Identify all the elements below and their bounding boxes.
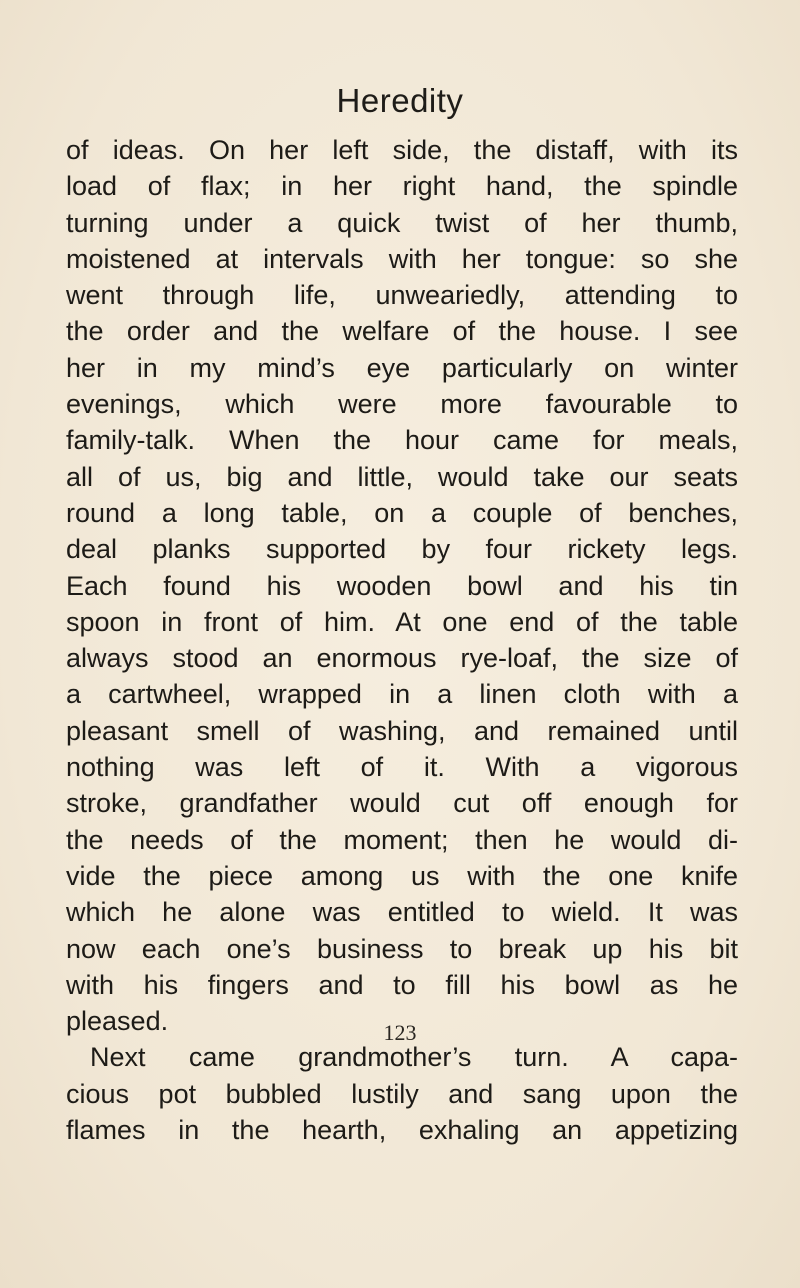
text-line: spoon in front of him. At one end of the table [66,606,738,637]
text-line: cious pot bubbled lustily and sang upon the [66,1078,738,1109]
text-line: of ideas. On her left side, the distaff, with its [66,135,738,165]
text-line: her in my mind’s eye particularly on winter [66,352,738,383]
text-line: family-talk. When the hour came for meals, [66,425,738,456]
text-line: the needs of the moment; then he would di- [66,824,738,855]
text-line: stroke, grandfather would cut off enough for [66,788,738,819]
page-number: 123 [383,1020,417,1045]
text-line: with his fingers and to fill his bowl as he [66,969,738,1000]
text-line: Next came grandmother’s turn. A capa- [90,1042,738,1073]
text-line: a cartwheel, wrapped in a linen cloth with a [66,679,738,710]
text-line: round a long table, on a couple of benches, [66,497,738,528]
text-line: Each found his wooden bowl and his tin [66,570,738,601]
text-line: evenings, which were more favourable to [66,389,738,420]
text-line: flames in the hearth, exhaling an appetizing [66,1115,738,1146]
text-line: moistened at intervals with her tongue: so she [66,243,738,274]
text-line: pleased. [66,1006,169,1037]
running-head: Heredity [336,82,464,119]
text-line: now each one’s business to break up his bit [66,933,738,964]
text-line: which he alone was entitled to wield. It was [66,897,738,928]
text-line: load of flax; in her right hand, the spindle [66,171,738,202]
text-line: turning under a quick twist of her thumb, [66,207,738,238]
text-line: pleasant smell of washing, and remained until [66,715,738,746]
body-text [66,132,738,1148]
text-line: nothing was left of it. With a vigorous [66,752,738,783]
text-line: all of us, big and little, would take our seats [66,461,738,492]
text-line: the order and the welfare of the house. I see [66,316,738,347]
text-line: always stood an enormous rye-loaf, the size of [66,643,738,674]
text-line: went through life, unweariedly, attending to [66,280,738,311]
text-line: vide the piece among us with the one knife [66,860,738,891]
text-line: deal planks supported by four rickety legs. [66,534,738,565]
